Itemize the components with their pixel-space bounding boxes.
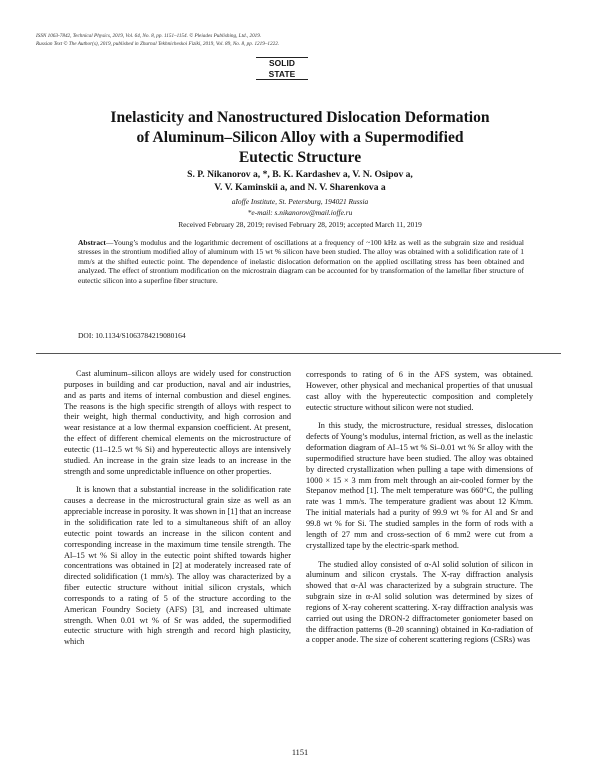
- page-number: 1151: [291, 748, 309, 757]
- affiliation: [60, 197, 540, 218]
- abstract: [78, 238, 524, 285]
- journal-header: [36, 33, 556, 48]
- body-column-left: [64, 369, 291, 656]
- abstract-text: —Young’s modulus and the logarithmic decrement of oscillations at a frequency of ~100 kHz as well as the subgrain size and residual stresses in the strontium modified alloy of aluminum with 15 wt % silicon have been studied. The alloy was obtained with a solidification rate of 1 mm/s at the shifted eutectic point. The dependence of inelastic dislocation deformation on the applied oscillating stress has been obtained and analyzed. The effect of strontium modification on the microstrain diagram can be accounted for by transformation of the lamellar fiber structure of eutectic silicon into a superfine fiber structure.: [78, 238, 524, 285]
- right-paragraph-1: corresponds to rating of 6 in the AFS system, was obtained. However, other physical and mechanical properties of that unusual cast alloy with the hypereutectic composition and completely eutectic structure without silicon were not studied.: [306, 370, 533, 412]
- journal-header-line-1: ISSN 1063-7842, Technical Physics, 2019, Vol. 64, No. 8, pp. 1151–1154. © Pleiades Publishing, Ltd., 2019.: [36, 33, 262, 39]
- section-heading: [262, 57, 302, 80]
- paper-title-line-3: Eutectic Structure: [238, 149, 362, 166]
- paper-title: [60, 108, 540, 168]
- section-rule-top: [256, 57, 308, 58]
- doi: DOI: 10.1134/S1063784219080164: [78, 331, 186, 340]
- affiliation-email: *e-mail: s.nikanorov@mail.ioffe.ru: [247, 207, 353, 217]
- journal-header-line-2: Russian Text © The Author(s), 2019, published in Zhurnal Tekhnicheskoi Fiziki, 2019, Vol. 89, No. 8, pp. 1219–1222.: [36, 40, 280, 47]
- left-paragraph-2: It is known that a substantial increase in the solidification rate causes a decrease in the microstructural grain size as well as an appreciable increase in porosity. It was shown in [1] that an increase in the solidification rate led to a simultaneous shift of an alloy eutectic point towards an increase in the silicon content and corresponding increase in the maximum time tensile strength. The Al–15 wt % Si alloy in the eutectic point shifted towards higher concentrations was obtained in [2] at moderately increased rate of directed solidification (1 mm/s). The alloy was characterized by a fiber eutectic structure without initial silicon crystals, which corresponds to a rating of 5 of the structure according to the American Foundry Society (AFS) [3], and increased ultimate strength. When 0.01 wt % of Sr was added, the supermodified eutectic structure with high strength and record high plasticity, which: [64, 485, 291, 647]
- body-column-right: [306, 370, 533, 654]
- received-dates: Received February 28, 2019; revised February 28, 2019; accepted March 11, 2019: [178, 220, 422, 229]
- right-paragraph-2: In this study, the microstructure, residual stresses, dislocation defects of Young’s modulus, internal friction, as well as the inelastic deformation diagram of Al–15 wt % Si–0.01 wt % Sr alloy with the supermodified structure have been studied. The alloy was obtained by directed crystallization when pulling a tape with dimensions of 1000 × 15 × 3 mm from melt through an air-cooled former by the Stepanov method [1]. The melt temperature was 660°C, the pulling rate was 1 mm/s. The temperature gradient was about 12 K/mm. The initial materials had a purity of 99.9 wt % for Al and Sr and 99.8 wt % for Si. The studied samples in the form of rods with a length of 27 mm and cross-section of 6 mm2 were cut from a crystallized tape by the electric-spark method.: [306, 421, 533, 550]
- left-paragraph-1: Cast aluminum–silicon alloys are widely used for construction purposes in building and car production, naval and air industries, and as parts and items of internal combustion and diesel engines. The reasons is the high specific strength of alloys with respect to their weight, high thermal conductivity, and high corrosion and wear resistance at a low thermal expansion coefficient. At present, the effect of different chemical elements on the microstructure of eutectic (11–12.5 wt % Si) and hypereutectic alloys are intensively studied. An increase in the grain size leads to an increase in the strength and some unpredictable influence on other properties.: [64, 369, 291, 476]
- section-heading-line-2: STATE: [268, 68, 296, 79]
- section-heading-line-1: SOLID: [268, 58, 296, 68]
- right-paragraph-3: The studied alloy consisted of α-Al solid solution of silicon in aluminum and silicon crystals. The X-ray diffraction analysis showed that α-Al was characterized by a subgrain structure. The subgrain size in α-Al solid solution was determined by sizes of regions of X-ray coherent scattering. X-ray diffraction analysis was carried out using the DRON-2 diffractometer goniometer based on the diffraction patterns (θ–2θ scanning) obtained in Kα-radiation of a copper anode. The size of coherent scattering regions (CSRs) was: [306, 559, 533, 645]
- paper-title-line-2: of Aluminum–Silicon Alloy with a Supermodified: [136, 129, 464, 146]
- divider: [36, 353, 561, 354]
- affiliation-institute: aIoffe Institute, St. Petersburg, 194021 Russia: [231, 197, 369, 206]
- section-rule-bottom: [256, 79, 308, 80]
- paper-title-line-1: Inelasticity and Nanostructured Dislocation Deformation: [110, 109, 490, 126]
- abstract-label: Abstract: [78, 238, 106, 247]
- author-list-line-2: V. V. Kaminskii a, and N. V. Sharenkova a: [214, 182, 386, 193]
- author-list: [60, 168, 540, 194]
- author-list-line-1: S. P. Nikanorov a, *, B. K. Kardashev a, V. N. Osipov a,: [187, 169, 413, 180]
